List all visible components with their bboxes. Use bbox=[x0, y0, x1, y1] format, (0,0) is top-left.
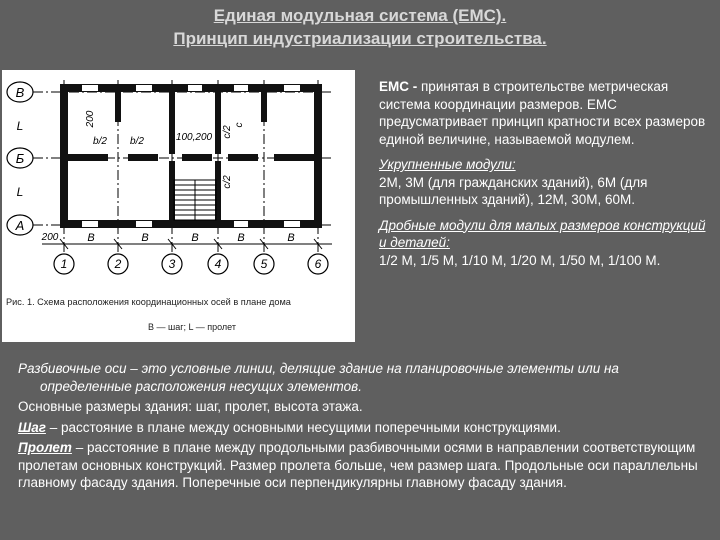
ems-definition bbox=[379, 78, 709, 148]
title-line-1: Единая модульная система (ЕМС). bbox=[213, 6, 507, 25]
dim-B-1: B bbox=[87, 232, 95, 244]
axis-num-2: 2 bbox=[114, 257, 122, 271]
slide-title bbox=[0, 4, 720, 50]
figure-caption: Рис. 1. Схема расположения координационных осей в плане домa bbox=[6, 297, 291, 307]
large-modules-heading: Укрупненные модули: bbox=[379, 157, 516, 172]
ems-definition-text: принятая в строительстве метрическая система координации размеров. ЕМС предусматривает принцип кратности всех размеров единой величине, называемой модулем. bbox=[379, 79, 706, 147]
axis-label-V: В bbox=[15, 85, 25, 100]
title-line-2: Принцип индустриализации строительства. bbox=[173, 29, 547, 48]
dim-c2-b: c/2 bbox=[222, 175, 233, 189]
axis-num-4: 4 bbox=[214, 257, 222, 271]
layout-axes-text: – это условные линии, делящие здание на планировочные элементы или на определенные расположения несущих элементов. bbox=[40, 361, 619, 394]
dim-B-4: B bbox=[237, 232, 245, 244]
axis-num-5: 5 bbox=[260, 257, 268, 271]
definitions-block bbox=[18, 360, 708, 495]
step-term: Шаг bbox=[18, 419, 46, 435]
large-modules bbox=[379, 156, 709, 209]
fractional-modules-heading: Дробные модули для малых размеров конструкций и деталей: bbox=[379, 217, 706, 250]
dim-c: c bbox=[234, 122, 245, 128]
main-dimensions: Основные размеры здания: шаг, пролет, высота этажа. bbox=[18, 399, 363, 414]
dim-200-bottom: 200 bbox=[41, 232, 59, 243]
dim-c2-a: c/2 bbox=[222, 125, 233, 139]
dim-200-top: 200 bbox=[85, 110, 96, 128]
axis-label-B: Б bbox=[15, 151, 25, 166]
figure-caption-2: В — шаг; L — пролет bbox=[148, 322, 236, 332]
axis-num-3: 3 bbox=[168, 257, 176, 271]
span-term: Пролет bbox=[18, 440, 72, 455]
ems-definition-panel bbox=[379, 78, 709, 277]
large-modules-text: 2М, 3М (для гражданских зданий), 6М (для промышленных зданий), 12М, 30М, 60М. bbox=[379, 174, 648, 207]
span-text: – расстояние в плане между продольными разбивочными осями в направлении соответствующим пролетам основных конструкций. Размер пролета больше, чем размер шага. Продольные оси параллельны главному фасаду здания. Поперечные оси перпендикулярны главному фасаду здания. bbox=[18, 440, 698, 490]
axis-label-A: А bbox=[15, 218, 25, 233]
layout-axes-term: Разбивочные оси bbox=[18, 361, 127, 376]
fractional-modules-text: 1/2 М, 1/5 М, 1/10 М, 1/20 М, 1/50 М, 1/100 М. bbox=[379, 252, 661, 268]
step-definition bbox=[18, 419, 708, 437]
span-definition bbox=[18, 439, 708, 492]
ems-term: ЕМС - bbox=[379, 79, 418, 94]
axis-num-6: 6 bbox=[314, 257, 322, 271]
layout-axes-definition bbox=[18, 360, 708, 395]
dim-100-200: 100,200 bbox=[175, 132, 213, 143]
dim-L-lower: L bbox=[16, 185, 24, 199]
fractional-modules bbox=[379, 217, 709, 270]
dim-b2-b: b/2 bbox=[130, 136, 144, 147]
dim-L-upper: L bbox=[16, 119, 24, 133]
step-text: – расстояние в плане между основными несущими поперечными конструкциями. bbox=[45, 419, 561, 435]
dim-b2-a: b/2 bbox=[93, 136, 107, 147]
dim-B-5: B bbox=[287, 232, 295, 244]
dim-B-2: B bbox=[141, 232, 149, 244]
floor-plan-drawing bbox=[2, 70, 355, 342]
floor-plan-figure bbox=[2, 70, 355, 342]
dim-B-3: B bbox=[191, 232, 199, 244]
axis-num-1: 1 bbox=[60, 257, 68, 271]
